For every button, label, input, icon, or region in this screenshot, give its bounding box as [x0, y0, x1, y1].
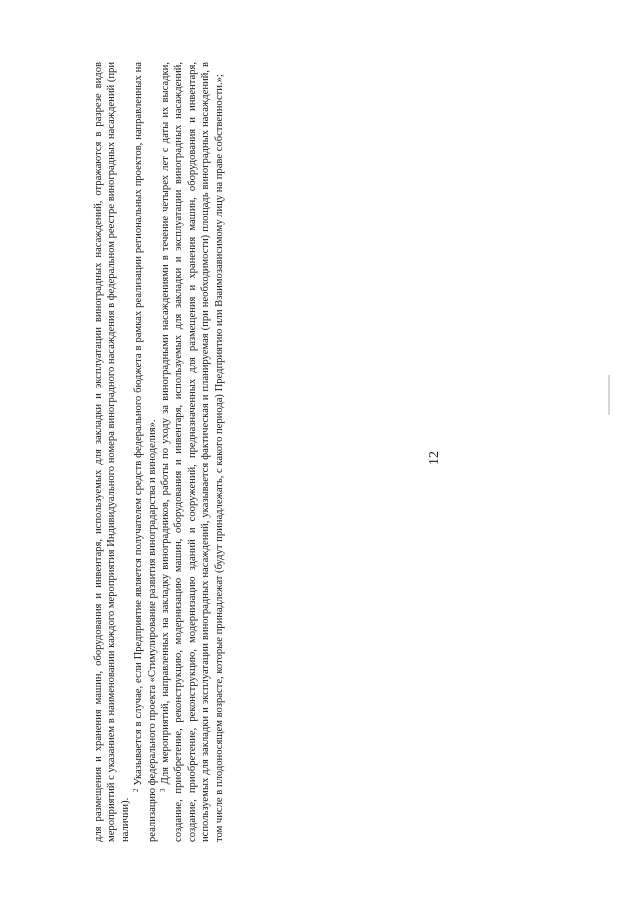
footnote-continuation: для размещения и хранения машин, оборудования и инвентаря, используемых для закладки и эксплуатации виноградных насаждений, отражаются в разрезе видов мероприятий с указанием в наименовании каждого мероприятия Индивидуального номера виноградного насаждения в федеральном реестре виноградных насаждений (при наличии). [93, 62, 131, 842]
footnote-3 [159, 62, 226, 842]
footnote-marker: 3 [159, 788, 168, 792]
rotated-text-block [92, 62, 272, 842]
footnote-text: Для мероприятий, направленных на закладку виноградников, работы по уходу за виноградными насаждениями в течение четырех лет с даты их высадки, создание, приобретение, реконструкцию, модернизацию машин, оборудования и инвентаря, используемых для закладки и эксплуатации виноградных насаждений, создание, приобретение, реконструкцию, модернизацию зданий и сооружений, предназначенных для размещения и хранения машин, оборудования и инвентаря, используемых для закладки и эксплуатации виноградных насаждений, указывается фактическая и планируемая (при необходимости) площадь виноградных насаждений, в том числе в плодоносящем возрасте, которые принадлежат (будут принадлежать, с какого периода) Предприятию или Взаимозависимому лицу на праве собственности.»; [160, 62, 225, 842]
footnote-2 [132, 62, 159, 842]
scan-margin-mark [608, 375, 610, 415]
footnote-text: Указывается в случае, если Предприятие является получателем средств федерального бюджета в рамках реализации региональных проектов, направленных на реализацию федерального проекта «Стимулирование развития виноградарства и виноделия». [133, 62, 158, 842]
footnote-marker: 2 [132, 788, 141, 792]
page-number: 12 [427, 451, 442, 465]
